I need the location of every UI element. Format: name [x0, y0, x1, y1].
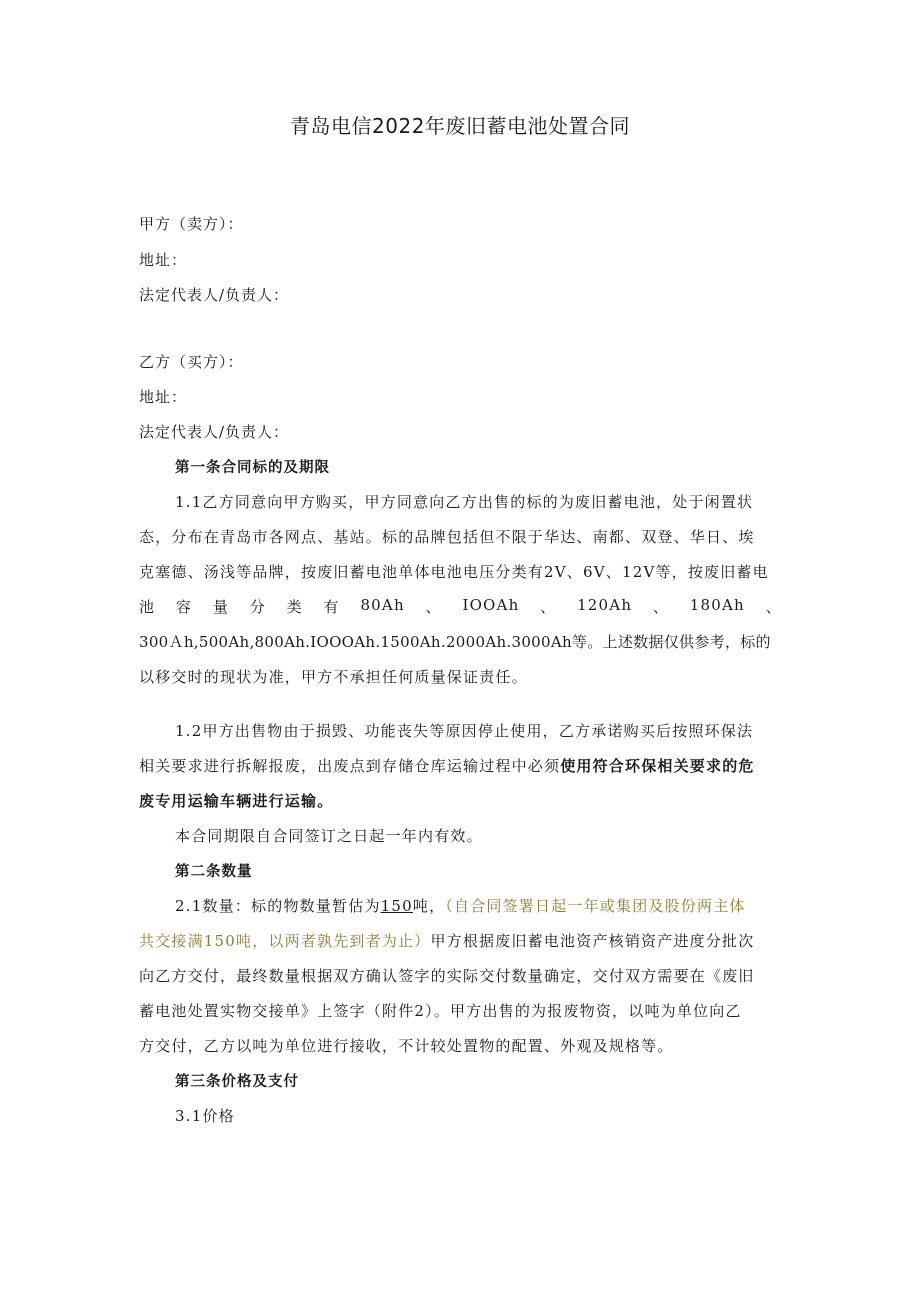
party-b-address: 地址： [139, 388, 188, 406]
article-1-1-line: 以移交时的现状为准，甲方不承担任何质量保证责任。 [139, 668, 528, 686]
contract-term: 本合同期限自合同签订之日起一年内有效。 [175, 827, 483, 845]
party-b-representative: 法定代表人/负责人： [139, 423, 290, 441]
quantity-text: 甲方根据废旧蓄电池资产核销资产进度分批次 [430, 932, 755, 950]
contract-title: 青岛电信2022年废旧蓄电池处置合同 [290, 114, 630, 138]
article-1-2-emphasis: 废专用运输车辆进行运输。 [139, 792, 334, 810]
quantity-note: （自合同签署日起一年或集团及股份两主体 [445, 897, 746, 915]
article-3-heading: 第三条价格及支付 [175, 1074, 299, 1090]
article-1-1-line: 克塞德、汤浅等品牌，按废旧蓄电池单体电池电压分类有2V、6V、12V等，按废旧蓄电 [139, 563, 769, 581]
spread-token: 有 [323, 598, 340, 616]
article-1-2-text: 相关要求进行拆解报废，出废点到存储仓库运输过程中必须 [139, 757, 561, 775]
spread-token: 类 [286, 598, 303, 616]
party-a-address: 地址： [139, 251, 188, 269]
spread-token: 80Ah [360, 596, 405, 614]
article-3-1-heading: 3.1价格 [175, 1107, 235, 1125]
quantity-text: 2.1数量：标的物数量暂估为 [175, 897, 381, 915]
article-1-2-line: 1.2甲方出售物由于损毁、功能丧失等原因停止使用，乙方承诺购买后按照环保法 [175, 722, 754, 740]
party-b-label: 乙方（买方）： [139, 353, 244, 371]
party-a-representative: 法定代表人/负责人： [139, 286, 290, 304]
quantity-unit: 吨， [412, 897, 446, 915]
article-2-1-line: 向乙方交付，最终数量根据双方确认签字的实际交付数量确定，交付双方需要在《废旧 [139, 967, 755, 985]
article-1-1-line: 300Ａh,500Ah,800Ah.IOOOAh.1500Ah.2000Ah.3000Ah等。上述数据仅供参考，标的 [139, 633, 771, 651]
spread-token: 、 [652, 598, 670, 616]
article-2-heading: 第二条数量 [175, 864, 253, 880]
article-1-1-line: 1.1乙方同意向甲方购买，甲方同意向乙方出售的标的为废旧蓄电池，处于闲置状 [175, 493, 754, 511]
article-1-1-line: 态，分布在青岛市各网点、基站。标的品牌包括但不限于华达、南都、双登、华日、埃 [139, 528, 755, 546]
article-1-2-line [139, 755, 782, 776]
spread-token: 120Ah [577, 596, 633, 614]
spread-token: 、 [765, 598, 782, 616]
spread-token: 分 [249, 598, 266, 616]
spread-token: 、 [540, 598, 557, 616]
article-1-2-emphasis: 使用符合环保相关要求的危 [560, 757, 755, 775]
article-2-1-line: 蓄电池处置实物交接单》上签字（附件2）。甲方出售的为报废物资，以吨为单位向乙 [139, 1002, 742, 1020]
spread-token: 、 [425, 598, 442, 616]
spread-token: 180Ah [689, 596, 745, 614]
spread-token: 量 [212, 598, 230, 616]
party-a-label: 甲方（卖方）： [139, 215, 244, 233]
spread-token: 容 [175, 598, 193, 616]
spread-token: 池 [139, 598, 156, 616]
quantity-value: 150 [380, 897, 413, 915]
article-2-1-line [175, 895, 782, 916]
quantity-note: 共交接满150吨，以两者孰先到者为止） [139, 932, 431, 950]
article-2-1-line: 方交付，乙方以吨为单位进行接收，不计较处置物的配置、外观及规格等。 [139, 1037, 674, 1055]
article-2-1-line [139, 930, 782, 951]
article-1-heading: 第一条合同标的及期限 [175, 460, 330, 476]
article-1-1-spread-line [139, 596, 782, 617]
spread-token: IOOAh [462, 596, 520, 614]
